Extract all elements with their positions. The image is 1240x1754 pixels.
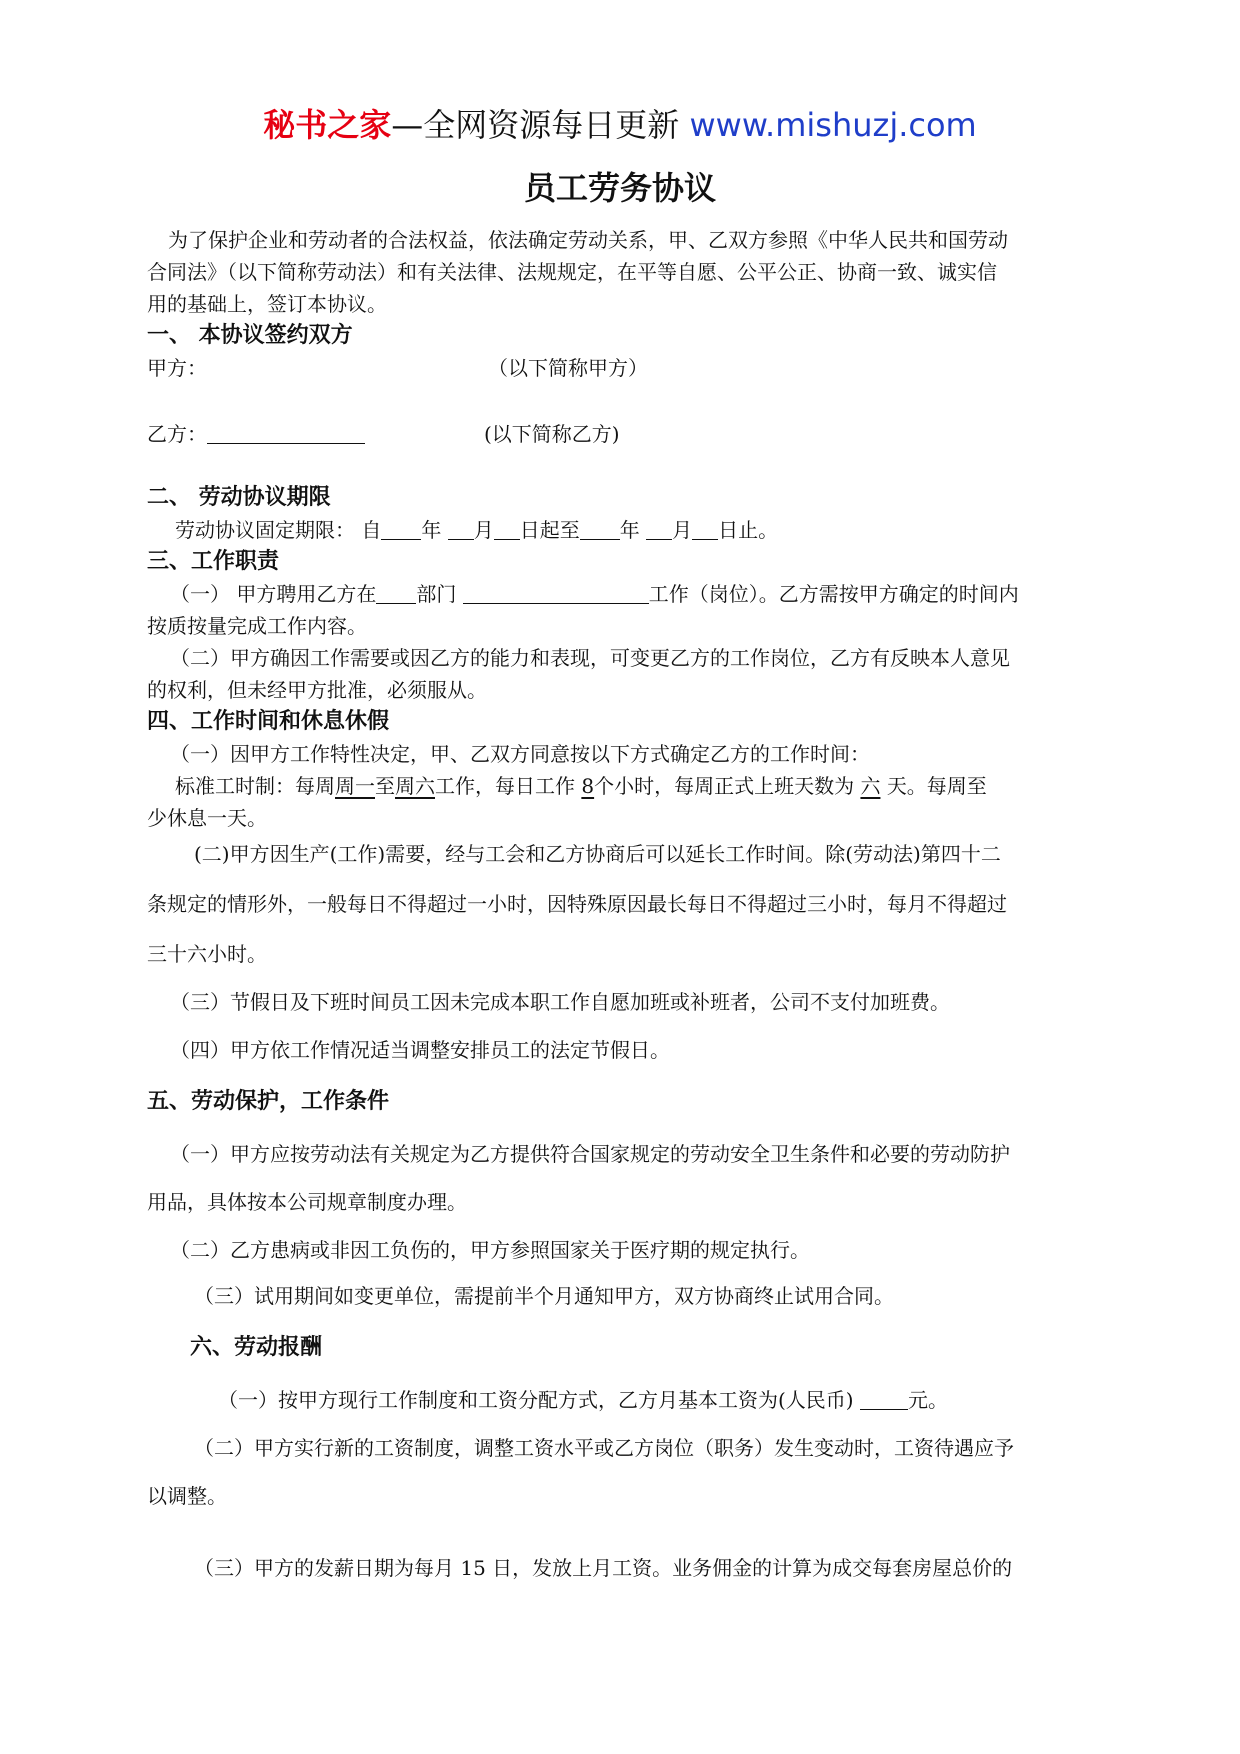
salary-2-line-2: 以调整。	[147, 1484, 227, 1508]
intro-line-1: 为了保护企业和劳动者的合法权益，依法确定劳动关系，甲、乙双方参照《中华人民共和国劳动	[168, 228, 1008, 252]
term-line	[175, 514, 778, 546]
protection-3: （三）试用期间如变更单位，需提前半个月通知甲方，双方协商终止试用合同。	[194, 1284, 894, 1308]
party-a-label: 甲方：	[147, 356, 207, 380]
start-day-blank[interactable]	[494, 517, 520, 540]
weekly-days-value: 六	[860, 774, 881, 798]
standard-hours-line-2: 少休息一天。	[147, 806, 267, 830]
intro-line-2: 合同法》（以下简称劳动法）和有关法律、法规规定，在平等自愿、公平公正、协商一致、诚实信	[147, 260, 997, 284]
work-day-to: 周六	[395, 774, 435, 798]
overtime-line-3: 三十六小时。	[147, 942, 267, 966]
protection-2: （二）乙方患病或非因工负伤的，甲方参照国家关于医疗期的规定执行。	[170, 1238, 810, 1262]
worktime-1: （一）因甲方工作特性决定，甲、乙双方同意按以下方式确定乙方的工作时间：	[170, 742, 870, 766]
end-year-blank[interactable]	[580, 517, 620, 540]
year-label-2: 年	[619, 518, 640, 542]
worktime-3: （三）节假日及下班时间员工因未完成本职工作自愿加班或补班者，公司不支付加班费。	[170, 990, 950, 1014]
standard-days-label: 个小时，每周正式上班天数为	[594, 774, 855, 798]
month-label: 月	[473, 518, 494, 542]
department-label: 部门	[416, 582, 457, 606]
protection-1-line-2: 用品，具体按本公司规章制度办理。	[147, 1190, 467, 1214]
section-2-heading: 二、 劳动协议期限	[147, 485, 331, 510]
intro-line-3: 用的基础上，签订本协议。	[147, 292, 387, 316]
term-prefix: 劳动协议固定期限： 自	[175, 518, 382, 542]
party-b-note: (以下简称乙方)	[484, 422, 620, 446]
section-5-heading: 五、劳动保护，工作条件	[147, 1089, 390, 1114]
worktime-4: （四）甲方依工作情况适当调整安排员工的法定节假日。	[170, 1038, 670, 1062]
salary-3-line-1: （三）甲方的发薪日期为每月 15 日，发放上月工资。业务佣金的计算为成交每套房屋总价的	[194, 1556, 1013, 1580]
brand-slogan: —全网资源每日更新	[391, 106, 680, 144]
protection-1-line-1: （一）甲方应按劳动法有关规定为乙方提供符合国家规定的劳动安全卫生条件和必要的劳动防护	[170, 1142, 1010, 1166]
standard-hours-mid: 工作，每日工作	[435, 774, 575, 798]
day-end-label: 日止。	[718, 518, 779, 542]
section-1-heading: 一、 本协议签约双方	[147, 323, 353, 348]
work-day-from: 周一	[335, 774, 375, 798]
party-b-label: 乙方：	[147, 422, 207, 446]
start-year-blank[interactable]	[381, 517, 421, 540]
salary-unit: 元。	[907, 1388, 948, 1412]
section-3-heading: 三、工作职责	[147, 549, 280, 574]
party-b-blank[interactable]	[207, 421, 365, 444]
department-blank[interactable]	[376, 581, 416, 604]
section-6-heading: 六、劳动报酬	[190, 1335, 323, 1360]
brand-url[interactable]: www.mishuzj.com	[689, 106, 977, 144]
salary-2-line-1: （二）甲方实行新的工资制度，调整工资水平或乙方岗位（职务）发生变动时，工资待遇应予	[194, 1436, 1014, 1460]
duty-1-suffix: 工作（岗位）。乙方需按甲方确定的时间内	[648, 582, 1019, 606]
standard-hours-line	[175, 770, 987, 802]
start-month-blank[interactable]	[448, 517, 474, 540]
standard-hours-suffix: 天。每周至	[886, 774, 987, 798]
end-day-blank[interactable]	[692, 517, 718, 540]
overtime-line-2: 条规定的情形外，一般每日不得超过一小时，因特殊原因最长每日不得超过三小时，每月不得超过	[147, 892, 1007, 916]
position-blank[interactable]	[463, 581, 649, 604]
standard-hours-prefix: 标准工时制：每周	[175, 774, 335, 798]
duty-2-line-1: （二）甲方确因工作需要或因乙方的能力和表现，可变更乙方的工作岗位，乙方有反映本人意见	[170, 646, 1010, 670]
brand-name: 秘书之家	[263, 106, 392, 144]
site-banner	[0, 100, 1240, 150]
end-month-blank[interactable]	[646, 517, 672, 540]
work-day-to-word: 至	[375, 774, 395, 798]
month-label-2: 月	[672, 518, 693, 542]
base-salary-blank[interactable]	[860, 1387, 908, 1410]
party-a-note: （以下简称甲方）	[488, 356, 648, 380]
document-title: 员工劳务协议	[523, 169, 716, 207]
duty-1-line-1	[170, 578, 1019, 610]
overtime-line-1: (二)甲方因生产(工作)需要，经与工会和乙方协商后可以延长工作时间。除(劳动法)第四十二	[194, 842, 1001, 866]
duty-1-line-2: 按质按量完成工作内容。	[147, 614, 367, 638]
section-4-heading: 四、工作时间和休息休假	[147, 709, 390, 734]
duty-2-line-2: 的权利，但未经甲方批准，必须服从。	[147, 678, 487, 702]
daily-hours-value: 8	[581, 774, 595, 798]
party-b-row	[147, 418, 365, 450]
salary-1-line	[218, 1384, 948, 1416]
day-from-label: 日起至	[519, 518, 580, 542]
duty-1-prefix: （一） 甲方聘用乙方在	[170, 582, 377, 606]
year-label: 年	[421, 518, 442, 542]
salary-1-prefix: （一）按甲方现行工作制度和工资分配方式，乙方月基本工资为(人民币)	[218, 1388, 854, 1412]
